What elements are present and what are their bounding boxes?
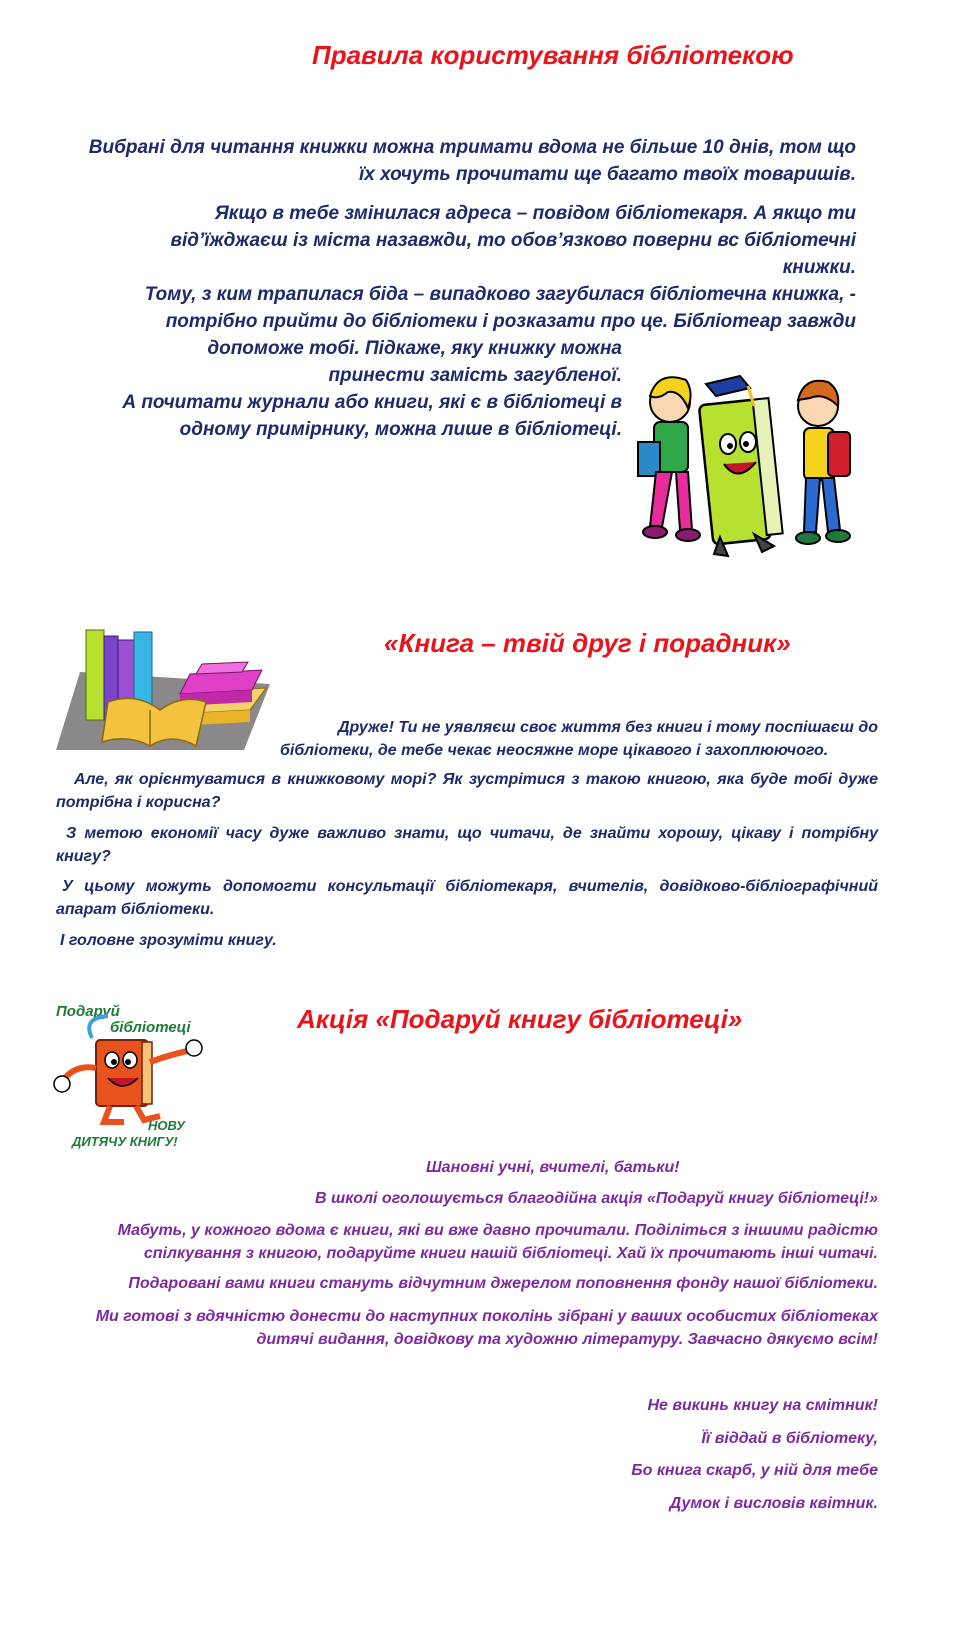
kids-with-book-illustration [628,362,858,572]
donate-book-logo [52,998,218,1150]
poem-line: Бо книга скарб, у ній для тебе [631,1462,878,1479]
friend-paragraph-3: З метою економії часу дуже важливо знати, що читачи, де знайти хорошу, цікаву і потрібну книгу? [56,825,878,865]
logo-bottom-text-1: НОВУ [148,1118,185,1133]
rules-paragraph-3a: Тому, з ким трапилася біда – випадково загубилася бібліотечна книжка, - потрібно прийти до бібліотеки і розказати про це. Бібліотеар завжди [144,284,856,332]
poem-line: Думок і висловів квітник. [669,1494,878,1512]
books-stack-illustration [56,622,270,752]
donation-title: Акція «Подаруй книгу бібліотеці» [297,1004,743,1034]
friend-title: «Книга – твій друг і порадник» [384,628,791,658]
poem-line: Її віддай в бібліотеку, [701,1429,878,1447]
friend-paragraph-4: У цьому можуть допомогти консультації бібліотекаря, вчителів, довідково-бібліографічний апарат бібліотеки. [56,878,878,918]
friend-paragraph-2: Але, як орієнтуватися в книжковому морі? Як зустрітися з такою книгою, яка буде тобі дуже потрібна і корисна? [56,771,878,811]
rules-paragraph-3b: допоможе тобі. Підкаже, яку книжку можна принести замість загубленої. А почитати журнали або книги, які є в бібліотеці в одному примірнику, можна лише в бібліотеці. [122,338,622,440]
rules-paragraph-1: Вибрані для читання книжки можна тримати вдома не більше 10 днів, том що їх хочуть прочитати ще багато твоїх товаришів. [88,137,856,185]
poem-line: Не викинь книгу на смітник! [647,1397,878,1414]
logo-top-text-2: бібліотеці [110,1019,191,1036]
friend-paragraph-1: Друже! Ти не уявляєш своє життя без книги і тому поспішаєш до бібліотеки, де тебе чекає неосяжне море цікавого і захоплюючого. [280,719,878,759]
logo-top-text-1: Подаруй [56,1003,120,1020]
friend-paragraph-5: І головне зрозуміти книгу. [60,932,277,949]
donation-paragraph-3: Подаровані вами книги стануть відчутним джерелом поповнення фонду нашої бібліотеки. [128,1275,878,1292]
rules-title: Правила користування бібліотекою [312,40,794,70]
donation-paragraph-1: В школі оголошується благодійна акція «Подаруй книгу бібліотеці!» [314,1190,878,1207]
donation-paragraph-4: Ми готові з вдячністю донести до наступних поколінь зібрані у ваших особистих бібліотеках дитячі видання, довідкову та художню літературу. Завчасно дякуємо всім! [95,1308,878,1348]
rules-paragraph-2: Якщо в тебе змінилася адреса – повідом бібліотекаря. А якщо ти від’їжджаєш із міста назавжди, то обов’язково поверни вс бібліотечні книжки. [170,203,856,278]
donation-paragraph-2: Мабуть, у кожного вдома є книги, які ви вже давно прочитали. Поділіться з іншими радістю спілкування з книгою, подаруйте книги нашій бібліотеці. Хай їх прочитають інші читачі. [117,1222,878,1262]
logo-bottom-text-2: ДИТЯЧУ КНИГУ! [72,1134,178,1149]
donation-greeting: Шановні учні, вчителі, батьки! [426,1159,680,1176]
donation-poem [400,1390,878,1520]
